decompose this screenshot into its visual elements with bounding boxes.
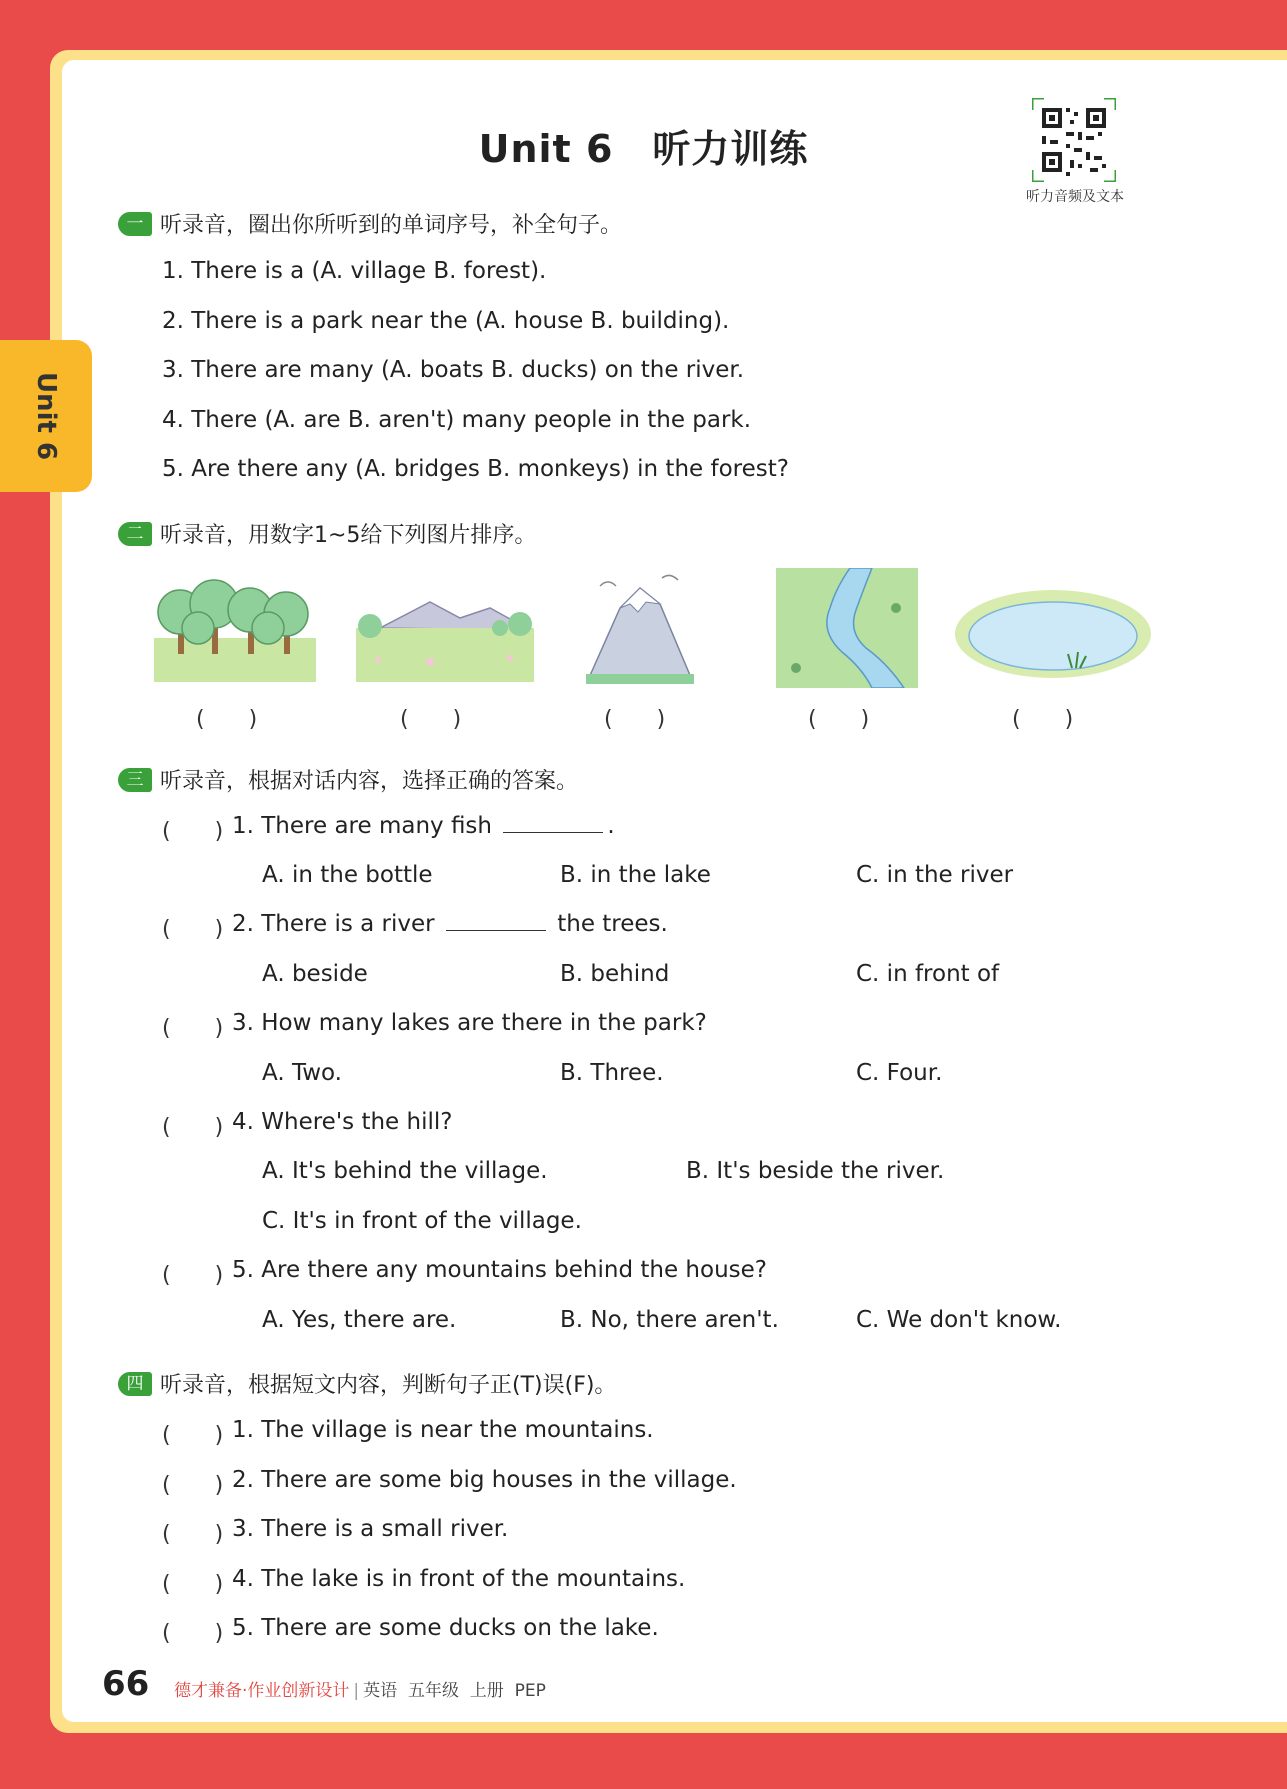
section3-answer-paren-1[interactable]: ( ) bbox=[162, 819, 224, 844]
section3-q4-option-c: C. It's in front of the village. bbox=[262, 1208, 582, 1234]
section3-q2-option-c: C. in front of bbox=[856, 961, 1000, 987]
river-picture bbox=[776, 568, 918, 688]
section1-heading-text: 听录音，圈出你所听到的单词序号，补全句子。 bbox=[160, 213, 623, 238]
answer-blank[interactable] bbox=[446, 912, 546, 931]
section3-q2-option-a: A. beside bbox=[262, 961, 368, 987]
section3-answer-paren-4[interactable]: ( ) bbox=[162, 1115, 224, 1140]
forest-picture bbox=[150, 568, 320, 688]
section3-q3-option-b: B. Three. bbox=[560, 1060, 664, 1086]
footer-subject: 英语 bbox=[363, 1681, 398, 1701]
section3-q1-option-b: B. in the lake bbox=[560, 862, 711, 888]
picture-answer-paren-3[interactable]: ( ) bbox=[604, 707, 666, 732]
picture-answer-paren-2[interactable]: ( ) bbox=[400, 707, 462, 732]
picture-answer-paren-4[interactable]: ( ) bbox=[808, 707, 870, 732]
section4-item-4: 4. The lake is in front of the mountains. bbox=[232, 1566, 686, 1592]
section1-item-5: 5. Are there any (A. bridges B. monkeys) in the forest? bbox=[162, 456, 789, 482]
section1-heading bbox=[118, 208, 622, 239]
section3-question-4: 4. Where's the hill? bbox=[232, 1109, 453, 1135]
section3-answer-paren-2[interactable]: ( ) bbox=[162, 917, 224, 942]
section3-question-1-tail: . bbox=[607, 813, 615, 839]
grassland-picture bbox=[350, 568, 540, 688]
section1-item-2: 2. There is a park near the (A. house B. building). bbox=[162, 308, 730, 334]
section3-badge: 三 bbox=[118, 768, 152, 792]
section4-item-5: 5. There are some ducks on the lake. bbox=[232, 1615, 659, 1641]
page-number: 66 bbox=[102, 1664, 150, 1704]
footer-edition: PEP bbox=[514, 1681, 546, 1701]
footer-series: 德才兼备·作业创新设计 bbox=[174, 1681, 350, 1701]
section2-heading-text: 听录音，用数字1~5给下列图片排序。 bbox=[160, 523, 537, 548]
picture-answer-paren-1[interactable]: ( ) bbox=[196, 707, 258, 732]
section3-q1-option-a: A. in the bottle bbox=[262, 862, 433, 888]
section4-answer-paren-5[interactable]: ( ) bbox=[162, 1621, 224, 1646]
section3-heading bbox=[118, 764, 578, 795]
section2-badge: 二 bbox=[118, 522, 152, 546]
qr-caption: 听力音频及文本 bbox=[1026, 189, 1124, 205]
section3-q3-option-a: A. Two. bbox=[262, 1060, 342, 1086]
section3-question-1 bbox=[232, 813, 615, 839]
section3-question-3: 3. How many lakes are there in the park? bbox=[232, 1010, 707, 1036]
section2-heading bbox=[118, 518, 536, 549]
section1-item-3: 3. There are many (A. boats B. ducks) on the river. bbox=[162, 357, 745, 383]
section3-question-2-tail: the trees. bbox=[549, 911, 668, 937]
footer-info bbox=[174, 1676, 546, 1701]
section3-q2-option-b: B. behind bbox=[560, 961, 670, 987]
section1-item-1: 1. There is a (A. village B. forest). bbox=[162, 258, 547, 284]
unit-side-tab bbox=[0, 340, 92, 492]
section4-item-2: 2. There are some big houses in the village. bbox=[232, 1467, 737, 1493]
footer-volume: 上册 bbox=[469, 1681, 504, 1701]
lake-picture bbox=[952, 568, 1154, 688]
section4-answer-paren-3[interactable]: ( ) bbox=[162, 1522, 224, 1547]
section4-item-1: 1. The village is near the mountains. bbox=[232, 1417, 654, 1443]
section3-question-1-text: 1. There are many fish bbox=[232, 813, 500, 839]
section1-item-4: 4. There (A. are B. aren't) many people in the park. bbox=[162, 407, 752, 433]
section4-item-3: 3. There is a small river. bbox=[232, 1516, 509, 1542]
footer-divider: | bbox=[353, 1681, 360, 1701]
section4-badge: 四 bbox=[118, 1372, 152, 1396]
section4-answer-paren-1[interactable]: ( ) bbox=[162, 1423, 224, 1448]
section3-q3-option-c: C. Four. bbox=[856, 1060, 943, 1086]
section3-q4-option-a: A. It's behind the village. bbox=[262, 1158, 548, 1184]
section3-question-2 bbox=[232, 911, 668, 937]
section3-q5-option-a: A. Yes, there are. bbox=[262, 1307, 457, 1333]
section4-answer-paren-2[interactable]: ( ) bbox=[162, 1473, 224, 1498]
section1-badge: 一 bbox=[118, 212, 152, 236]
section3-question-2-text: 2. There is a river bbox=[232, 911, 442, 937]
page-title: Unit 6 听力训练 bbox=[478, 127, 809, 171]
unit-side-tab-label: Unit 6 bbox=[31, 371, 61, 461]
qr-code bbox=[1032, 98, 1116, 182]
section3-answer-paren-5[interactable]: ( ) bbox=[162, 1263, 224, 1288]
section3-q5-option-c: C. We don't know. bbox=[856, 1307, 1062, 1333]
section3-q4-option-b: B. It's beside the river. bbox=[686, 1158, 945, 1184]
answer-blank[interactable] bbox=[503, 814, 603, 833]
section3-heading-text: 听录音，根据对话内容，选择正确的答案。 bbox=[160, 769, 579, 794]
section3-q5-option-b: B. No, there aren't. bbox=[560, 1307, 779, 1333]
section3-q1-option-c: C. in the river bbox=[856, 862, 1014, 888]
section3-question-5: 5. Are there any mountains behind the house? bbox=[232, 1257, 767, 1283]
section4-answer-paren-4[interactable]: ( ) bbox=[162, 1572, 224, 1597]
picture-answer-paren-5[interactable]: ( ) bbox=[1012, 707, 1074, 732]
section4-heading-text: 听录音，根据短文内容，判断句子正(T)误(F)。 bbox=[160, 1373, 617, 1398]
footer-grade: 五年级 bbox=[407, 1681, 459, 1701]
mountain-picture bbox=[580, 568, 700, 688]
section3-answer-paren-3[interactable]: ( ) bbox=[162, 1016, 224, 1041]
section4-heading bbox=[118, 1368, 616, 1399]
